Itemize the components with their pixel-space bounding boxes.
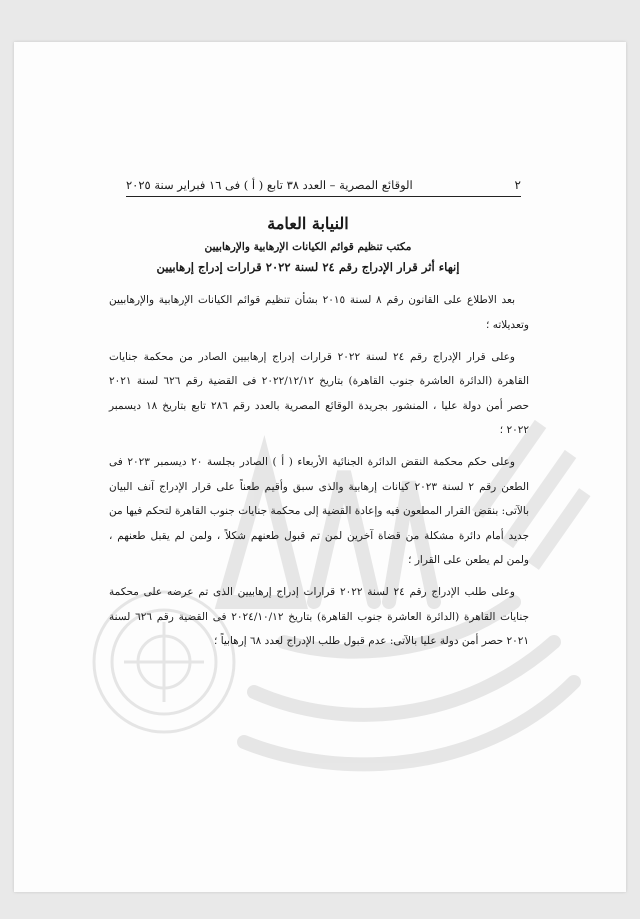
decision-heading: إنهاء أثر قرار الإدراج رقم ٢٤ لسنة ٢٠٢٢ قرارات إدراج إرهابيين xyxy=(156,260,460,274)
paragraph: وعلى حكم محكمة النقض الدائرة الجنائية الأربعاء ( أ ) الصادر بجلسة ٢٠ ديسمبر ٢٠٢٣ فى الطعن رقم ٢ لسنة ٢٠٢٣ كيانات إرهابية والذى سبق وأقيم طعناً على قرار الإدراج آنف البيان بالآتى: بنقض القرار المطعون فيه وإعادة القضية إلى محكمة جنايات جنوب القاهرة لتحكم فيها من جديد أمام دائرة مشكلة من قضاة آخرين لمن تم قبول طعنهم شكلاً ، ولمن لم يقبل طعنهم ، ولمن لم يطعن على القرار ؛ xyxy=(109,456,529,566)
paragraph: وعلى قرار الإدراج رقم ٢٤ لسنة ٢٠٢٢ قرارات إدراج إرهابيين الصادر من محكمة جنايات القاهرة (الدائرة العاشرة جنوب القاهرة) بتاريخ ٢٠٢٢/١٢/١٢ فى القضية رقم ٦٢٦ لسنة ٢٠٢١ حصر أمن دولة عليا ، المنشور بجريدة الوقائع المصرية بالعدد رقم ٢٨٦ تابع بتاريخ ١٨ ديسمبر ٢٠٢٢ ؛ xyxy=(109,350,530,436)
page-number: ٢ xyxy=(514,178,521,192)
authority-title: النيابة العامة xyxy=(267,214,349,233)
decision-text xyxy=(109,288,529,654)
gazette-issue-line: الوقائع المصرية – العدد ٣٨ تابع ( أ ) فى ١٦ فبراير سنة ٢٠٢٥ xyxy=(126,178,413,192)
paragraph: بعد الاطلاع على القانون رقم ٨ لسنة ٢٠١٥ بشأن تنظيم قوائم الكيانات الإرهابية والإرهابيين وتعديلاته ؛ xyxy=(109,294,529,331)
document-body xyxy=(109,178,529,661)
running-header xyxy=(126,178,521,197)
document-page xyxy=(14,42,626,892)
paragraph: وعلى طلب الإدراج رقم ٢٤ لسنة ٢٠٢٢ قرارات إدراج إرهابيين الذى تم عرضه على محكمة جنايات القاهرة (الدائرة العاشرة جنوب القاهرة) بتاريخ ٢٠٢٤/١٠/١٢ فى القضية رقم ٦٢٦ لسنة ٢٠٢١ حصر أمن دولة عليا بالآتى: عدم قبول طلب الإدراج لعدد ٦٨ إرهابياً ؛ xyxy=(109,586,530,647)
office-subtitle: مكتب تنظيم قوائم الكيانات الإرهابية والإرهابيين xyxy=(204,241,412,253)
